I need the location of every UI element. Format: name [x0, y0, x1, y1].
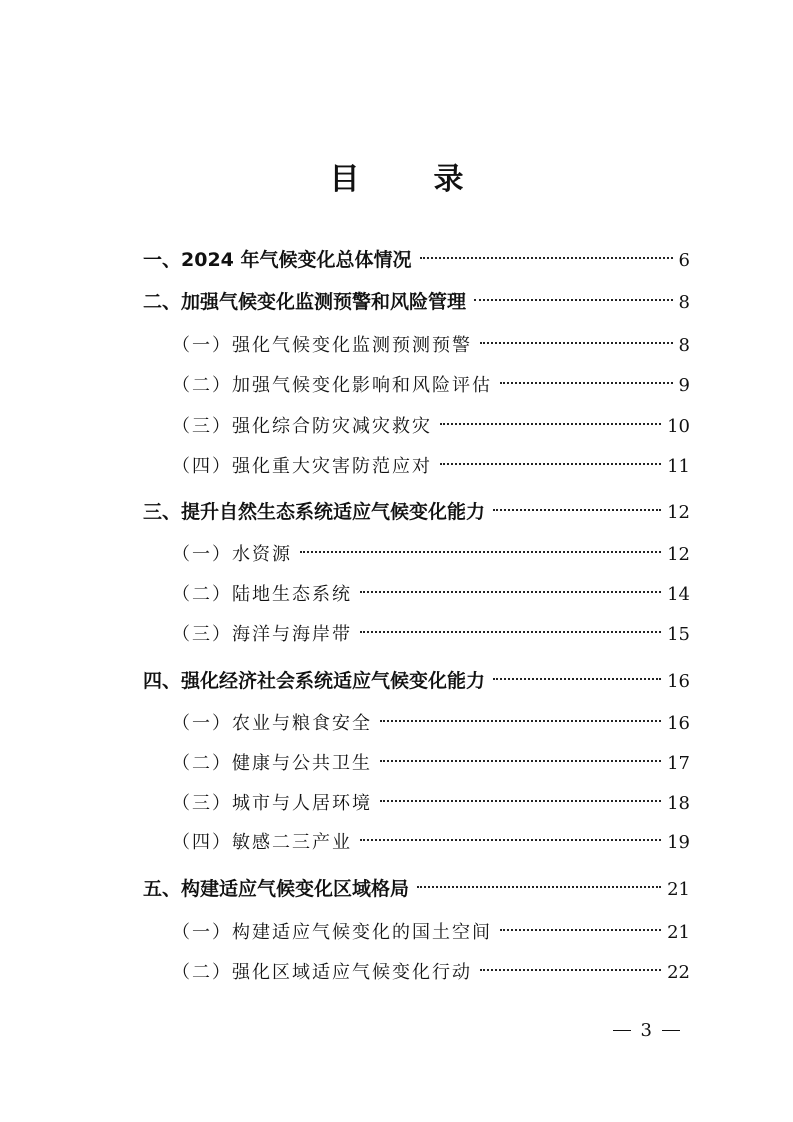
toc-entry-section-4-1[interactable]: [172, 709, 690, 739]
toc-leader-dots: [380, 760, 661, 762]
toc-entry-section-3-1[interactable]: [172, 540, 690, 570]
toc-entry-page: 8: [678, 335, 690, 356]
toc-entry-section-5-1[interactable]: [172, 918, 690, 948]
toc-leader-dots: [480, 969, 661, 971]
toc-leader-dots: [420, 257, 673, 259]
toc-entry-page: 6: [678, 250, 690, 271]
toc-leader-dots: [417, 886, 661, 888]
toc-entry-label: （三）海洋与海岸带: [172, 624, 352, 645]
toc-entry-section-4-2[interactable]: [172, 749, 690, 779]
toc-entry-page: 12: [667, 502, 690, 523]
toc-entry-page: 15: [667, 624, 690, 645]
toc-entry-label: 五、构建适应气候变化区域格局: [143, 878, 410, 900]
toc-entry-label: （三）城市与人居环境: [172, 793, 372, 814]
toc-entry-section-2-3[interactable]: [172, 412, 690, 442]
toc-leader-dots: [493, 678, 661, 680]
toc-leader-dots: [360, 839, 661, 841]
toc-entry-section-2-2[interactable]: [172, 371, 690, 401]
toc-leader-dots: [500, 929, 661, 931]
toc-entry-page: 9: [678, 375, 690, 396]
toc-entry-label: （二）陆地生态系统: [172, 584, 352, 605]
page-footer: [603, 1020, 690, 1041]
toc-entry-label: （一）水资源: [172, 544, 292, 565]
toc-leader-dots: [493, 509, 661, 511]
toc-leader-dots: [440, 463, 661, 465]
footer-dash-left: [613, 1030, 631, 1031]
toc-entry-section-2[interactable]: [143, 287, 690, 317]
toc-entry-page: 8: [678, 292, 690, 313]
toc-leader-dots: [480, 342, 673, 344]
toc-entry-page: 10: [667, 416, 690, 437]
toc-leader-dots: [380, 720, 661, 722]
toc-leader-dots: [474, 299, 673, 301]
toc-leader-dots: [360, 591, 661, 593]
toc-entry-label: （一）强化气候变化监测预测预警: [172, 335, 472, 356]
toc-leader-dots: [440, 423, 661, 425]
toc-entry-section-3-2[interactable]: [172, 580, 690, 610]
toc-entry-page: 21: [667, 922, 690, 943]
toc-entry-section-4-4[interactable]: [172, 828, 690, 858]
toc-entry-section-5[interactable]: [143, 874, 690, 904]
toc-leader-dots: [380, 800, 661, 802]
toc-entry-label: （二）健康与公共卫生: [172, 753, 372, 774]
toc-entry-label: 三、提升自然生态系统适应气候变化能力: [143, 501, 486, 523]
toc-entry-page: 16: [667, 671, 690, 692]
toc-entry-section-2-4[interactable]: [172, 452, 690, 482]
page-number: 3: [640, 1020, 652, 1041]
toc-entry-page: 21: [667, 879, 690, 900]
toc-entry-page: 18: [667, 793, 690, 814]
toc-entry-label: （二）强化区域适应气候变化行动: [172, 962, 472, 983]
toc-entry-label: （四）敏感二三产业: [172, 832, 352, 853]
toc-entry-section-4-3[interactable]: [172, 789, 690, 819]
toc-leader-dots: [360, 631, 661, 633]
footer-dash-right: [662, 1030, 680, 1031]
toc-entry-page: 14: [667, 584, 690, 605]
toc-entry-page: 12: [667, 544, 690, 565]
toc-entry-label: （三）强化综合防灾减灾救灾: [172, 416, 432, 437]
toc-entry-section-3-3[interactable]: [172, 620, 690, 650]
toc-entry-page: 19: [667, 832, 690, 853]
toc-entry-page: 22: [667, 962, 690, 983]
toc-leader-dots: [500, 382, 673, 384]
toc-entry-label: 二、加强气候变化监测预警和风险管理: [143, 291, 467, 313]
toc-entry-page: 16: [667, 713, 690, 734]
toc-entry-label: （一）构建适应气候变化的国土空间: [172, 922, 492, 943]
toc-entry-label: （四）强化重大灾害防范应对: [172, 456, 432, 477]
toc-entry-section-3[interactable]: [143, 497, 690, 527]
toc-entry-label: 一、2024 年气候变化总体情况: [143, 249, 412, 271]
toc-entry-label: 四、强化经济社会系统适应气候变化能力: [143, 670, 486, 692]
toc-leader-dots: [300, 551, 661, 553]
page-title: 目 录: [329, 162, 486, 197]
toc-entry-section-5-2[interactable]: [172, 958, 690, 988]
toc-entry-section-2-1[interactable]: [172, 331, 690, 361]
toc-entry-page: 17: [667, 753, 690, 774]
toc-entry-page: 11: [667, 456, 690, 477]
toc-entry-label: （二）加强气候变化影响和风险评估: [172, 375, 492, 396]
toc-entry-section-1[interactable]: [143, 245, 690, 275]
toc-entry-label: （一）农业与粮食安全: [172, 713, 372, 734]
toc-entry-section-4[interactable]: [143, 666, 690, 696]
